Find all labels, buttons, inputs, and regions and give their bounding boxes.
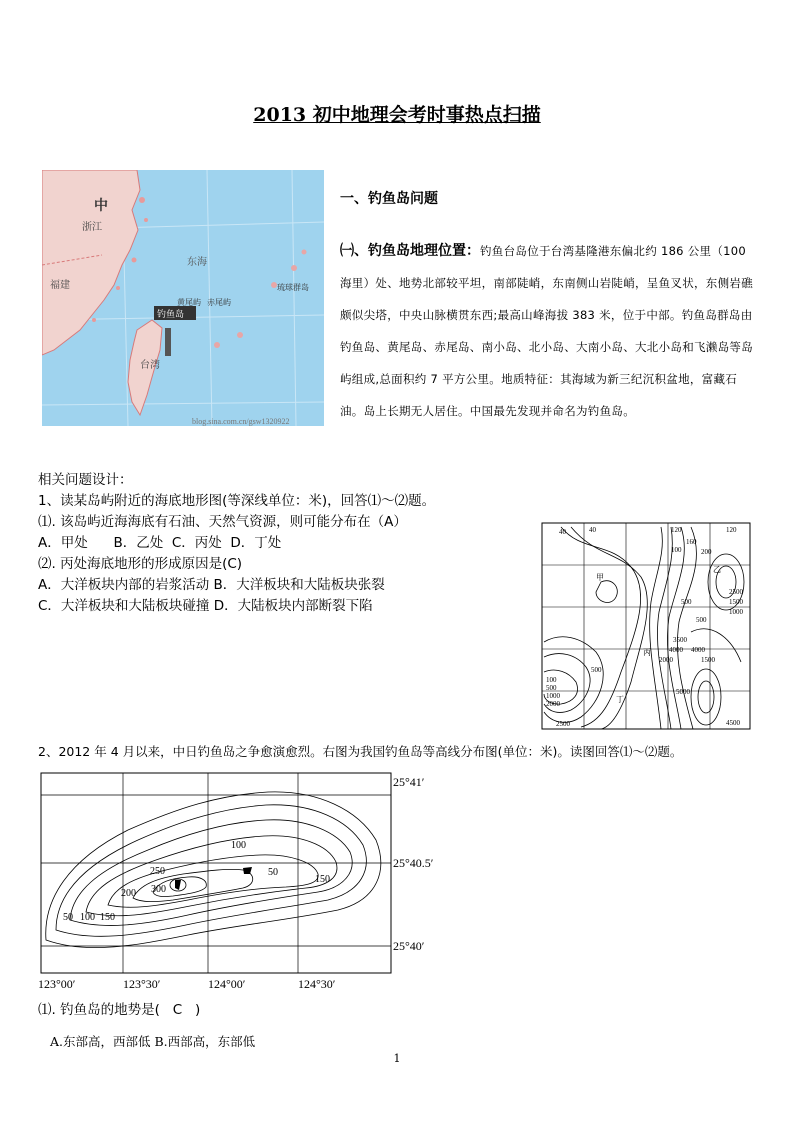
contour-label: 1500 bbox=[701, 656, 715, 664]
section-heading-diaoyu: 一、钓鱼岛问题 bbox=[340, 191, 438, 207]
contour-label: 1000 bbox=[729, 608, 743, 616]
island-contour-label: 150 bbox=[100, 912, 115, 923]
map-label-diaoyu: 钓鱼岛 bbox=[157, 309, 185, 319]
island-contour-label: 150 bbox=[315, 874, 330, 885]
diaoyu-island-contour-map bbox=[38, 770, 518, 995]
contour-label: 40 bbox=[559, 528, 566, 536]
contour-label: 2500 bbox=[729, 588, 743, 596]
contour-label: 500 bbox=[681, 598, 692, 606]
question1-sub1: ⑴. 该岛屿近海海底有石油、天然气资源，则可能分布在（A） bbox=[38, 514, 407, 530]
diaoyu-location-paragraph bbox=[340, 235, 760, 427]
contour-label: 1500 bbox=[729, 598, 743, 606]
contour-label-bing: 丙 bbox=[643, 648, 651, 657]
contour-label: 100 bbox=[546, 676, 557, 684]
question2-sub1: ⑴. 钓鱼岛的地势是( C ) bbox=[38, 1002, 201, 1018]
map-label-taiwan: 台湾 bbox=[140, 360, 160, 371]
island-contour-label: 100 bbox=[80, 912, 95, 923]
map-label-fujian: 福建 bbox=[50, 280, 70, 291]
contour-label: 200 bbox=[701, 548, 712, 556]
island-contour-label: 100 bbox=[231, 840, 246, 851]
map-watermark: blog.sina.com.cn/gsw1320922 bbox=[192, 417, 290, 426]
lon-label: 123°00′ bbox=[38, 977, 76, 991]
contour-label-yi: 乙 bbox=[713, 565, 721, 574]
contour-label: 500 bbox=[696, 616, 707, 624]
lat-label: 25°40′ bbox=[393, 939, 425, 953]
east-china-sea-map bbox=[42, 170, 324, 426]
contour-label: 40 bbox=[589, 526, 596, 534]
island-contour-label: 50 bbox=[268, 867, 278, 878]
contour-label-ding: 丁 bbox=[616, 695, 624, 704]
contour-label: 120 bbox=[726, 526, 737, 534]
question-intro: 相关问题设计： bbox=[38, 472, 133, 488]
map-label-zhejiang: 浙江 bbox=[82, 222, 102, 233]
map-label-huangwei: 黄尾屿 bbox=[177, 298, 201, 307]
question1-sub2: ⑵. 丙处海底地形的形成原因是(C) bbox=[38, 556, 243, 572]
lon-label: 123°30′ bbox=[123, 977, 161, 991]
subsection-lead: ㈠、钓鱼岛地理位置： bbox=[340, 243, 480, 259]
contour-label: 2500 bbox=[556, 720, 570, 728]
contour-label: 500 bbox=[546, 684, 557, 692]
question1-sub2-options-cd: C．大洋板块和大陆板块碰撞 D．大陆板块内部断裂下陷 bbox=[38, 598, 373, 614]
map-label-chiwei: 赤尾屿 bbox=[207, 298, 231, 307]
contour-label: 160 bbox=[686, 538, 697, 546]
subsection-text: 钓鱼台岛位于台湾基隆港东偏北约 186 公里（100 海里）处、地势北部较平坦，南部陡峭，东南侧山岩陡峭，呈鱼叉状，东侧岩礁颇似尖塔，中央山脉横贯东西;最高山峰海拔 383 米，位于中部。钓鱼岛群岛由钓鱼岛、黄尾岛、赤尾岛、南小岛、北小岛、大南小岛、大北小岛和飞濑岛等岛屿组成,总面积约 7 平方公里。地质特征：其海域为新三纪沉积盆地，富藏石油。岛上长期无人居住。中国最先发现并命名为钓鱼岛。 bbox=[340, 244, 753, 418]
contour-label: 100 bbox=[671, 546, 682, 554]
island-contour-label: 200 bbox=[121, 888, 136, 899]
island-contour-label: 50 bbox=[63, 912, 73, 923]
contour-label: 5000 bbox=[676, 688, 690, 696]
island-contour-label: 250 bbox=[150, 866, 165, 877]
map-label-donghai: 东海 bbox=[187, 257, 207, 268]
contour-label: 500 bbox=[591, 666, 602, 674]
contour-label: 3500 bbox=[673, 636, 687, 644]
page-number: 1 bbox=[393, 1052, 401, 1065]
map-label-ryukyu: 琉球群岛 bbox=[277, 283, 309, 292]
contour-label: 4000 bbox=[669, 646, 683, 654]
lat-label: 25°40.5′ bbox=[393, 856, 434, 870]
seabed-contour-map bbox=[541, 522, 751, 730]
island-contour-label: 300 bbox=[151, 884, 166, 895]
contour-label: 120 bbox=[671, 526, 682, 534]
question1-sub1-options: A．甲处 B．乙处 C．丙处 D．丁处 bbox=[38, 535, 282, 551]
lat-label: 25°41′ bbox=[393, 775, 425, 789]
lon-label: 124°00′ bbox=[208, 977, 246, 991]
map-label-zhong: 中 bbox=[94, 199, 108, 214]
question2-stem: 2、2012 年 4 月以来，中日钓鱼岛之争愈演愈烈。右图为我国钓鱼岛等高线分布图(单位：米)。读图回答⑴～⑵题。 bbox=[38, 744, 683, 759]
question1-sub2-options-ab: A．大洋板块内部的岩浆活动 B．大洋板块和大陆板块张裂 bbox=[38, 577, 385, 593]
lon-label: 124°30′ bbox=[298, 977, 336, 991]
contour-label-jia: 甲 bbox=[596, 573, 604, 582]
contour-label: 1000 bbox=[546, 692, 560, 700]
page-title: 2013 初中地理会考时事热点扫描 bbox=[253, 104, 541, 126]
contour-label: 2000 bbox=[659, 656, 673, 664]
contour-label: 2000 bbox=[546, 700, 560, 708]
contour-label: 4500 bbox=[726, 719, 740, 727]
question2-sub1-options: A.东部高，西部低 B.西部高，东部低 bbox=[50, 1034, 256, 1049]
contour-label: 4000 bbox=[691, 646, 705, 654]
question1-stem: 1、读某岛屿附近的海底地形图(等深线单位：米)，回答⑴～⑵题。 bbox=[38, 493, 436, 509]
